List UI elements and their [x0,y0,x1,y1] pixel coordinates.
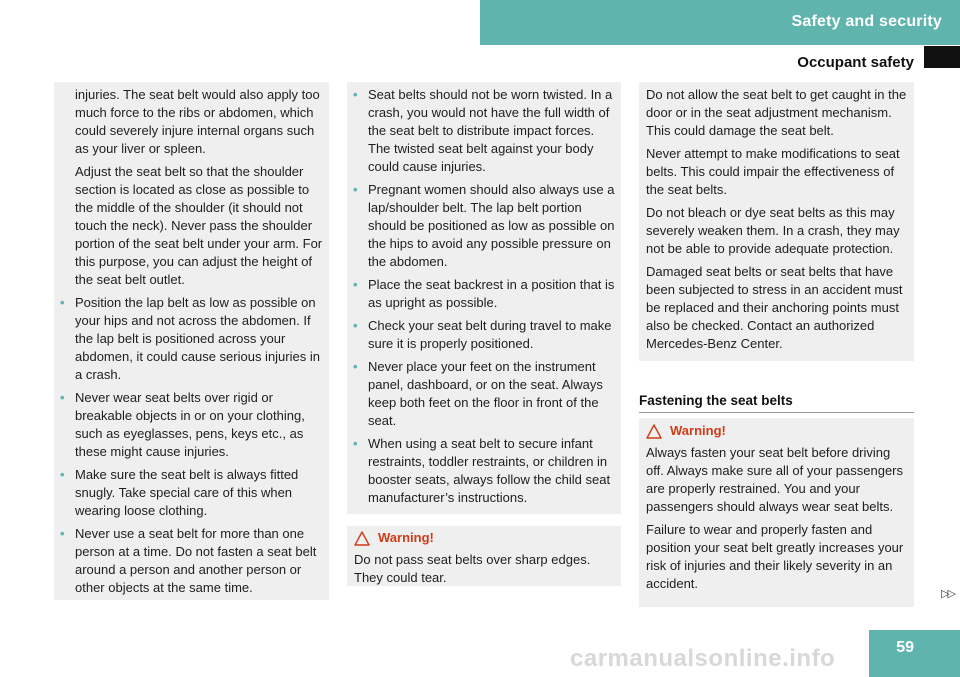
warning-paragraph: Failure to wear and properly fasten and position your seat belt greatly increases your risk of injuries and their likely severity in an accident. [646,522,904,591]
warning-label: Warning! [670,423,726,438]
continue-arrow-icon: ▷▷ [941,588,954,600]
bullet-icon: • [60,467,65,482]
bullet-icon: • [353,182,358,197]
column-2-panel [347,82,621,514]
watermark: carmanualsonline.info [570,645,836,672]
list-item: • Never place your feet on the instrument panel, dashboard, or on the seat. Always keep both feet on the floor in front of the seat. [353,359,603,428]
warning-label: Warning! [378,530,434,545]
warning-text: Do not pass seat belts over sharp edges. They could tear. [354,552,591,585]
warning-box-fastening [639,418,914,607]
warning-triangle-icon [646,424,662,439]
warning-paragraph: Always fasten your seat belt before driving off. Always make sure all of your passengers are properly restrained. You and your passengers should always wear seat belts. [646,445,903,514]
subsection-title: Occupant safety [797,54,914,71]
col1-paragraph-1: injuries. The seat belt would also apply too much force to the ribs or abdomen, which could severely injure internal organs such as your liver or spleen. [75,87,320,156]
list-item: • Place the seat backrest in a position that is as upright as possible. [353,277,615,310]
list-item: • Position the lap belt as low as possible on your hips and not across the abdomen. If the lap belt is positioned across your abdomen, it could cause serious injuries in a crash. [60,295,320,382]
bullet-icon: • [353,318,358,333]
list-item: • Seat belts should not be worn twisted. In a crash, you would not have the full width of the seat belt to distribute impact forces. The twisted seat belt against your body could cause injuries. [353,87,613,174]
warning-heading [354,529,614,547]
list-item: • Never wear seat belts over rigid or breakable objects in or on your clothing, such as eyeglasses, pens, keys etc., as these might cause injuries. [60,390,305,459]
warning-triangle-icon [354,531,370,546]
col3-paragraph: Do not allow the seat belt to get caught in the door or in the seat adjustment mechanism. This could damage the seat belt. [646,87,907,138]
col3-paragraph: Never attempt to make modifications to seat belts. This could impair the effectiveness of the seat belts. [646,146,900,197]
list-item: • Make sure the seat belt is always fitted snugly. Take special care of this when wearing loose clothing. [60,467,299,518]
thumb-tab [924,46,960,68]
bullet-icon: • [353,87,358,102]
page-number: 59 [896,639,914,656]
list-item: • Pregnant women should also always use a lap/shoulder belt. The lap belt portion should be positioned as low as possible on the hips to avoid any possible pressure on the abdomen. [353,182,615,269]
bullet-icon: • [60,526,65,541]
warning-heading [646,422,909,440]
column-1-panel [54,82,329,600]
section-header-bar [480,0,960,45]
col3-paragraph: Do not bleach or dye seat belts as this may severely weaken them. In a crash, they may not be able to provide adequate protection. [646,205,900,256]
bullet-icon: • [353,359,358,374]
column-3-panel [639,82,914,361]
section-heading-fastening: Fastening the seat belts [639,393,914,413]
bullet-icon: • [60,295,65,310]
list-item: • Never use a seat belt for more than one person at a time. Do not fasten a seat belt around a person and another person or other objects at the same time. [60,526,317,595]
list-item: • Check your seat belt during travel to make sure it is properly positioned. [353,318,612,351]
warning-box-sharp-edges [347,526,621,586]
list-item: • When using a seat belt to secure infant restraints, toddler restraints, or children in booster seats, always follow the child seat manufacturer’s instructions. [353,436,611,505]
col1-paragraph-2: Adjust the seat belt so that the shoulder section is located as close as possible to the middle of the shoulder (it should not touch the neck). Never pass the shoulder portion of the seat belt under your arm. For this purpose, you can adjust the height of the seat belt outlet. [75,164,323,287]
page-number-box [869,630,960,677]
bullet-icon: • [353,277,358,292]
col3-paragraph: Damaged seat belts or seat belts that have been subjected to stress in an accident must be replaced and their anchoring points must also be checked. Contact an authorized Mercedes-Benz Center. [646,264,903,351]
section-title: Safety and security [791,13,942,30]
bullet-icon: • [353,436,358,451]
bullet-icon: • [60,390,65,405]
